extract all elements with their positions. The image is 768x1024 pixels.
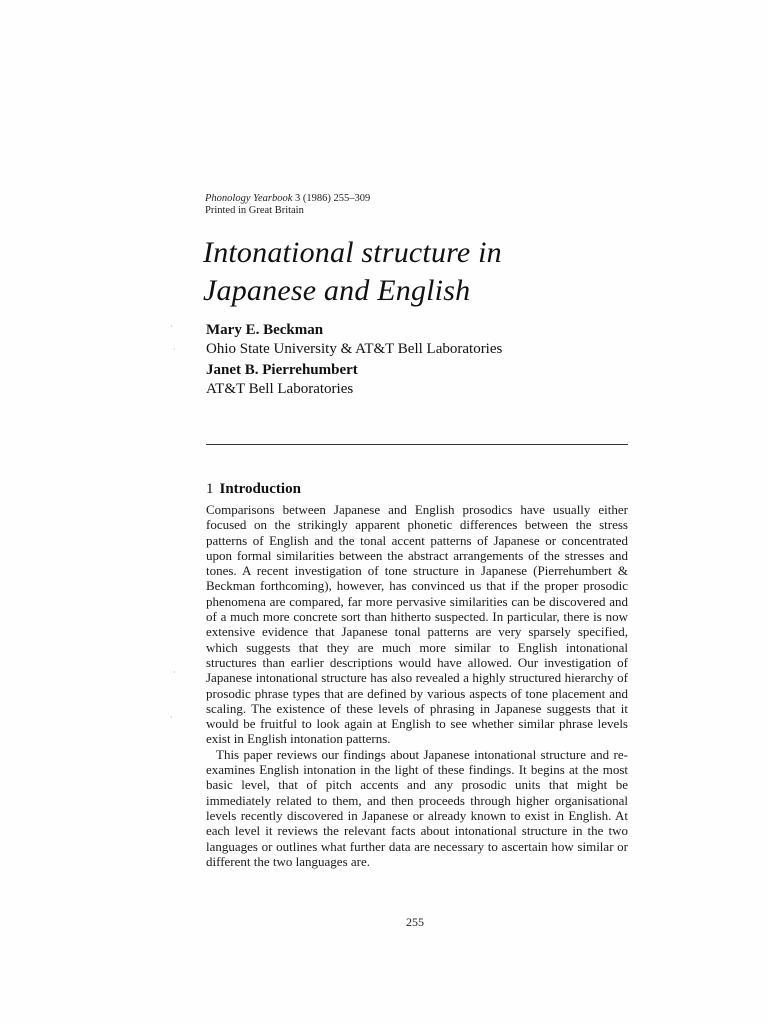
journal-header	[205, 193, 370, 217]
printed-note: Printed in Great Britain	[205, 205, 304, 216]
section-title: Introduction	[219, 481, 301, 497]
horizontal-rule	[206, 444, 628, 445]
body-text	[206, 502, 628, 869]
page-number: 255	[406, 915, 424, 929]
paragraph: This paper reviews our findings about Japanese intonational structure and re-examines English intonation in the light of these findings. It begins at the most basic level, that of pitch accents and any prosodic units that might be immediately related to them, and then proceeds through higher organisational levels recently discovered in Japanese or already known to exist in English. At each level it reviews the relevant facts about intonational structure in the two languages or outlines what further data are necessary to ascertain how similar or different the two languages are.	[206, 746, 628, 869]
scan-mark: ·	[173, 345, 176, 354]
author-affiliation: AT&T Bell Laboratories	[206, 381, 354, 397]
journal-name: Phonology Yearbook	[205, 193, 293, 204]
author-block-2	[206, 361, 358, 399]
scan-mark: ·	[170, 713, 173, 722]
paper-title	[203, 234, 502, 310]
scan-mark: ·	[170, 322, 173, 331]
paragraph: Comparisons between Japanese and English prosodics have usually either focused on the strikingly apparent phonetic differences between the stress patterns of English and the tonal accent patterns of Japanese or concentrated upon formal similarities between the abstract arrangements of the stresses and tones. A recent investigation of tone structure in Japanese (Pierrehumbert & Beckman forthcoming), however, has convinced us that if the proper prosodic phenomena are compared, far more pervasive similarities can be discovered and of a much more concrete sort than hitherto suspected. In particular, there is now extensive evidence that Japanese tonal patterns are very sparsely specified, which suggests that they are much more similar to English intonational structures than earlier descriptions would have allowed. Our investigation of Japanese intonational structure has also revealed a highly structured hierarchy of prosodic phrase types that are defined by various aspects of tone placement and scaling. The existence of these levels of phrasing in Japanese suggests that it would be fruitful to look again at English to see whether similar phrase levels exist in English intonation patterns.	[206, 502, 628, 747]
author-name: Mary E. Beckman	[206, 322, 324, 338]
section-heading	[206, 481, 301, 498]
author-block-1	[206, 321, 502, 359]
journal-citation-line	[205, 193, 370, 205]
author-affiliation: Ohio State University & AT&T Bell Laboratories	[206, 341, 503, 357]
author-name: Janet B. Pierrehumbert	[206, 362, 358, 378]
journal-citation: 3 (1986) 255–309	[295, 193, 371, 204]
title-line-2: Japanese and English	[203, 274, 471, 307]
title-line-1: Intonational structure in	[203, 236, 502, 269]
scan-mark: ·	[173, 668, 176, 677]
section-number: 1	[206, 481, 214, 497]
